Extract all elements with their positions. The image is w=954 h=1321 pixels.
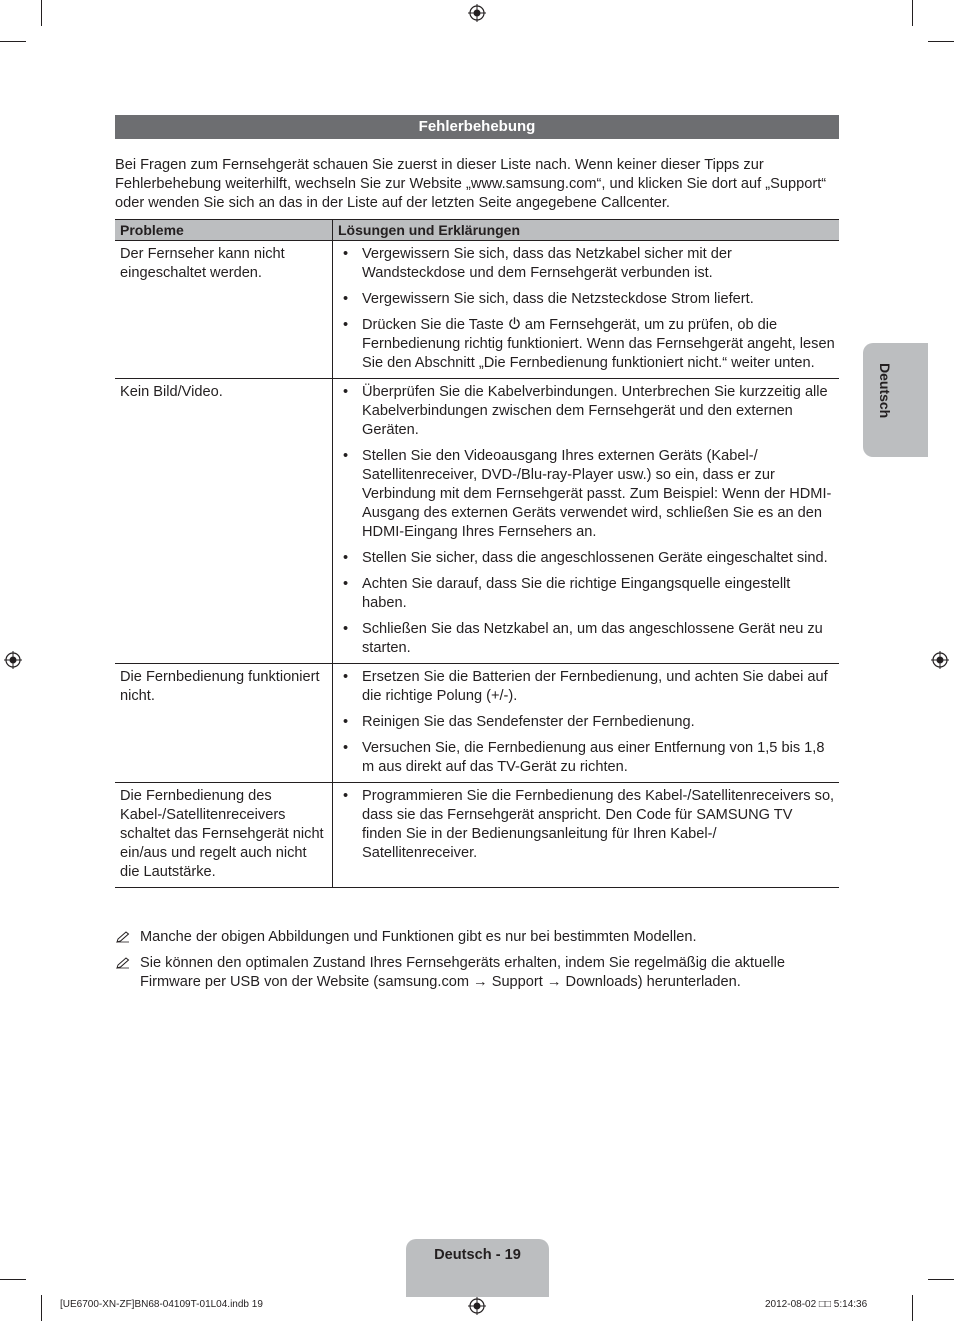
note-item bbox=[115, 954, 839, 992]
solution-list bbox=[337, 383, 835, 658]
bullet: • bbox=[343, 246, 349, 262]
solution-text: am Fernsehgerät, um zu prüfen, ob die Fernbedienung richtig funktioniert. Wenn das Fernsehgerät angeht, lesen Sie den Abschnitt „Die Fernbedienung funktioniert nicht.“ weiter unten. bbox=[362, 317, 835, 371]
crop-mark bbox=[928, 1279, 954, 1280]
pencil-icon bbox=[115, 931, 131, 944]
solution-text: Vergewissern Sie sich, dass die Netzsteckdose Strom liefert. bbox=[362, 291, 754, 307]
registration-mark-icon bbox=[931, 651, 949, 669]
notes-section bbox=[115, 928, 839, 999]
note-text: Manche der obigen Abbildungen und Funktionen gibt es nur bei bestimmten Modellen. bbox=[140, 929, 697, 945]
solution-cell bbox=[333, 379, 840, 664]
solution-list bbox=[337, 787, 835, 863]
crop-mark bbox=[928, 41, 954, 42]
solution-item bbox=[337, 245, 835, 283]
problem-cell: Die Fernbedienung des Kabel-/Satellitenreceivers schaltet das Fernsehgerät nicht ein/aus und regelt auch nicht die Lautstärke. bbox=[115, 783, 333, 888]
registration-mark-icon bbox=[468, 1297, 486, 1315]
table-row bbox=[115, 664, 839, 783]
slug-filename: [UE6700-XN-ZF]BN68-04109T-01L04.indb 19 bbox=[60, 1299, 263, 1310]
registration-mark-icon bbox=[468, 4, 486, 22]
crop-mark bbox=[912, 0, 913, 26]
solution-list bbox=[337, 245, 835, 373]
solution-item bbox=[337, 549, 835, 568]
troubleshooting-table bbox=[115, 219, 839, 888]
bullet: • bbox=[343, 291, 349, 307]
solution-item bbox=[337, 290, 835, 309]
solution-text: Drücken Sie die Taste bbox=[362, 317, 504, 333]
solution-cell bbox=[333, 241, 840, 379]
solution-item bbox=[337, 713, 835, 732]
pencil-icon bbox=[115, 957, 131, 970]
problem-cell: Der Fernseher kann nicht eingeschaltet werden. bbox=[115, 241, 333, 379]
solution-text: Reinigen Sie das Sendefenster der Fernbedienung. bbox=[362, 714, 695, 730]
language-side-tab bbox=[863, 343, 928, 457]
crop-mark bbox=[0, 1279, 26, 1280]
solution-text: Versuchen Sie, die Fernbedienung aus einer Entfernung von 1,5 bis 1,8 m aus direkt auf das TV-Gerät zu richten. bbox=[362, 740, 825, 775]
section-title: Fehlerbehebung bbox=[115, 115, 839, 139]
solution-item bbox=[337, 447, 835, 542]
bullet: • bbox=[343, 317, 349, 333]
bullet: • bbox=[343, 788, 349, 804]
solution-list bbox=[337, 668, 835, 777]
page-number: Deutsch - 19 bbox=[434, 1247, 521, 1263]
crop-mark bbox=[41, 1295, 42, 1321]
crop-mark bbox=[41, 0, 42, 26]
solution-text: Stellen Sie sicher, dass die angeschlossenen Geräte eingeschaltet sind. bbox=[362, 550, 828, 566]
problem-cell: Kein Bild/Video. bbox=[115, 379, 333, 664]
bullet: • bbox=[343, 550, 349, 566]
power-icon bbox=[508, 317, 521, 330]
bullet: • bbox=[343, 621, 349, 637]
solution-item bbox=[337, 575, 835, 613]
solution-text: Vergewissern Sie sich, dass das Netzkabel sicher mit der Wandsteckdose und dem Fernsehgerät verbunden ist. bbox=[362, 246, 732, 281]
bullet: • bbox=[343, 714, 349, 730]
solution-item bbox=[337, 739, 835, 777]
table-row bbox=[115, 783, 839, 888]
note-item bbox=[115, 928, 839, 947]
crop-mark bbox=[0, 41, 26, 42]
intro-paragraph: Bei Fragen zum Fernsehgerät schauen Sie zuerst in dieser Liste nach. Wenn keiner dieser Tipps zur Fehlerbehebung weiterhilft, wechseln Sie zur Website „www.samsung.com“, und klicken Sie dort auf „Support“ oder wenden Sie sich an das in der Liste auf der letzten Seite angegebene Callcenter. bbox=[115, 157, 827, 211]
solution-item bbox=[337, 383, 835, 440]
header-problems: Probleme bbox=[115, 220, 333, 241]
table-header-row bbox=[115, 220, 839, 241]
table-row bbox=[115, 241, 839, 379]
language-label: Deutsch bbox=[877, 363, 893, 419]
slug-date: 2012-08-02 □□ 5:14:36 bbox=[765, 1299, 868, 1310]
solution-text: Schließen Sie das Netzkabel an, um das angeschlossene Gerät neu zu starten. bbox=[362, 621, 823, 656]
bullet: • bbox=[343, 740, 349, 756]
solution-text: Überprüfen Sie die Kabelverbindungen. Unterbrechen Sie kurzzeitig alle Kabelverbindungen zwischen dem Fernsehgerät und den externen Geräten. bbox=[362, 384, 828, 438]
bullet: • bbox=[343, 576, 349, 592]
table-row bbox=[115, 379, 839, 664]
crop-mark bbox=[912, 1295, 913, 1321]
bullet: • bbox=[343, 384, 349, 400]
solution-text: Programmieren Sie die Fernbedienung des Kabel-/Satellitenreceivers so, dass sie das Fernsehgerät anspricht. Den Code für SAMSUNG TV finden Sie in der Bedienungsanleitung für Ihren Kabel-/ Satellitenreceiver. bbox=[362, 788, 835, 861]
solution-text: Achten Sie darauf, dass Sie die richtige Eingangsquelle eingestellt haben. bbox=[362, 576, 791, 611]
solution-item bbox=[337, 668, 835, 706]
registration-mark-icon bbox=[4, 651, 22, 669]
note-text: Sie können den optimalen Zustand Ihres Fernsehgeräts erhalten, indem Sie regelmäßig die aktuelle Firmware per USB von der Website (samsung.com → Support → Downloads) herunterladen. bbox=[140, 955, 785, 990]
solution-cell bbox=[333, 783, 840, 888]
bullet: • bbox=[343, 669, 349, 685]
problem-cell: Die Fernbedienung funktioniert nicht. bbox=[115, 664, 333, 783]
bullet: • bbox=[343, 448, 349, 464]
solution-item bbox=[337, 787, 835, 863]
solution-item bbox=[337, 620, 835, 658]
solution-item bbox=[337, 316, 835, 373]
solution-text: Stellen Sie den Videoausgang Ihres externen Geräts (Kabel-/ Satellitenreceiver, DVD-/Blu-ray-Player usw.) so ein, dass er zur Verbindung mit dem Fernsehgerät passt. Zum Beispiel: Wenn der HDMI-Ausgang des externen Geräts verwendet wird, schließen Sie es an den HDMI-Eingang Ihres Fernsehers an. bbox=[362, 448, 832, 540]
solution-cell bbox=[333, 664, 840, 783]
solution-text: Ersetzen Sie die Batterien der Fernbedienung, und achten Sie dabei auf die richtige Polung (+/-). bbox=[362, 669, 828, 704]
header-solutions: Lösungen und Erklärungen bbox=[333, 220, 840, 241]
page-number-tab bbox=[406, 1239, 549, 1297]
